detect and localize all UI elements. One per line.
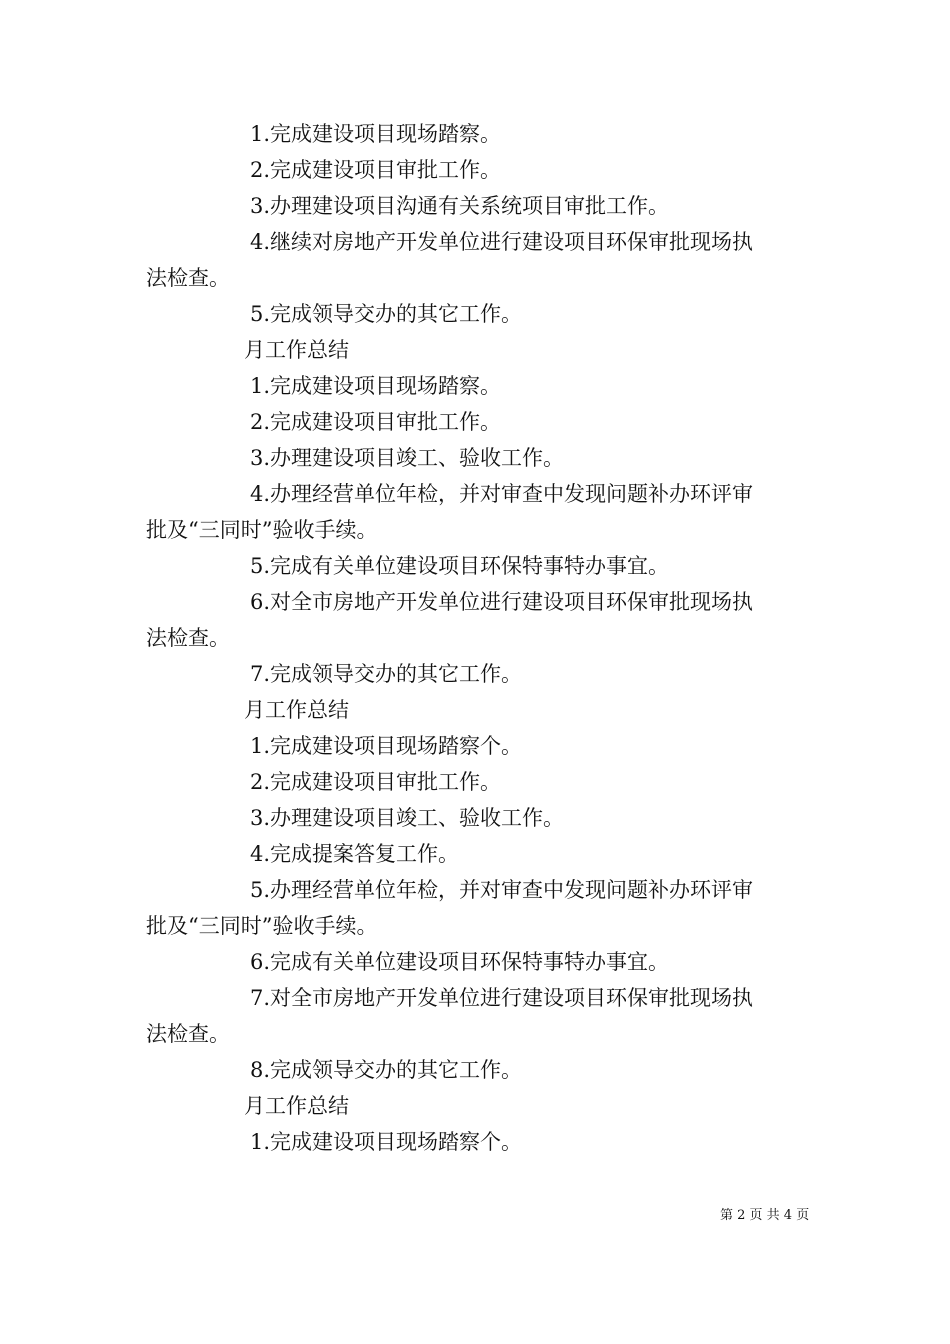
text-line: 7.对全市房地产开发单位进行建设项目环保审批现场执 <box>250 986 754 1010</box>
text-line: 7.完成领导交办的其它工作。 <box>250 662 523 686</box>
text-line: 6.对全市房地产开发单位进行建设项目环保审批现场执 <box>250 590 754 614</box>
text-line: 3.办理建设项目竣工、验收工作。 <box>250 446 565 470</box>
text-line: 法检查。 <box>146 1022 230 1046</box>
text-line: 2.完成建设项目审批工作。 <box>250 410 502 434</box>
text-line: 4.完成提案答复工作。 <box>250 842 460 866</box>
text-line: 4.继续对房地产开发单位进行建设项目环保审批现场执 <box>250 230 754 254</box>
text-line: 1.完成建设项目现场踏察。 <box>250 122 502 146</box>
page-footer: 第 2 页 共 4 页 <box>720 1208 810 1223</box>
text-line: 法检查。 <box>146 626 230 650</box>
text-line: 1.完成建设项目现场踏察个。 <box>250 1130 523 1154</box>
text-line: 5.完成有关单位建设项目环保特事特办事宜。 <box>250 554 670 578</box>
text-line: 6.完成有关单位建设项目环保特事特办事宜。 <box>250 950 670 974</box>
text-line: 3.办理建设项目竣工、验收工作。 <box>250 806 565 830</box>
document-body <box>146 116 812 1160</box>
text-line: 4.办理经营单位年检，并对审查中发现问题补办环评审 <box>250 482 754 506</box>
text-line: 8.完成领导交办的其它工作。 <box>250 1058 523 1082</box>
text-line: 批及“三同时”验收手续。 <box>146 518 378 542</box>
text-line: 5.办理经营单位年检，并对审查中发现问题补办环评审 <box>250 878 754 902</box>
section-heading: 月工作总结 <box>244 698 349 722</box>
text-line: 1.完成建设项目现场踏察个。 <box>250 734 523 758</box>
section-heading: 月工作总结 <box>244 338 349 362</box>
text-line: 3.办理建设项目沟通有关系统项目审批工作。 <box>250 194 670 218</box>
text-line: 批及“三同时”验收手续。 <box>146 914 378 938</box>
text-line: 法检查。 <box>146 266 230 290</box>
section-heading: 月工作总结 <box>244 1094 349 1118</box>
text-line: 5.完成领导交办的其它工作。 <box>250 302 523 326</box>
text-line: 2.完成建设项目审批工作。 <box>250 770 502 794</box>
text-line: 1.完成建设项目现场踏察。 <box>250 374 502 398</box>
text-line: 2.完成建设项目审批工作。 <box>250 158 502 182</box>
